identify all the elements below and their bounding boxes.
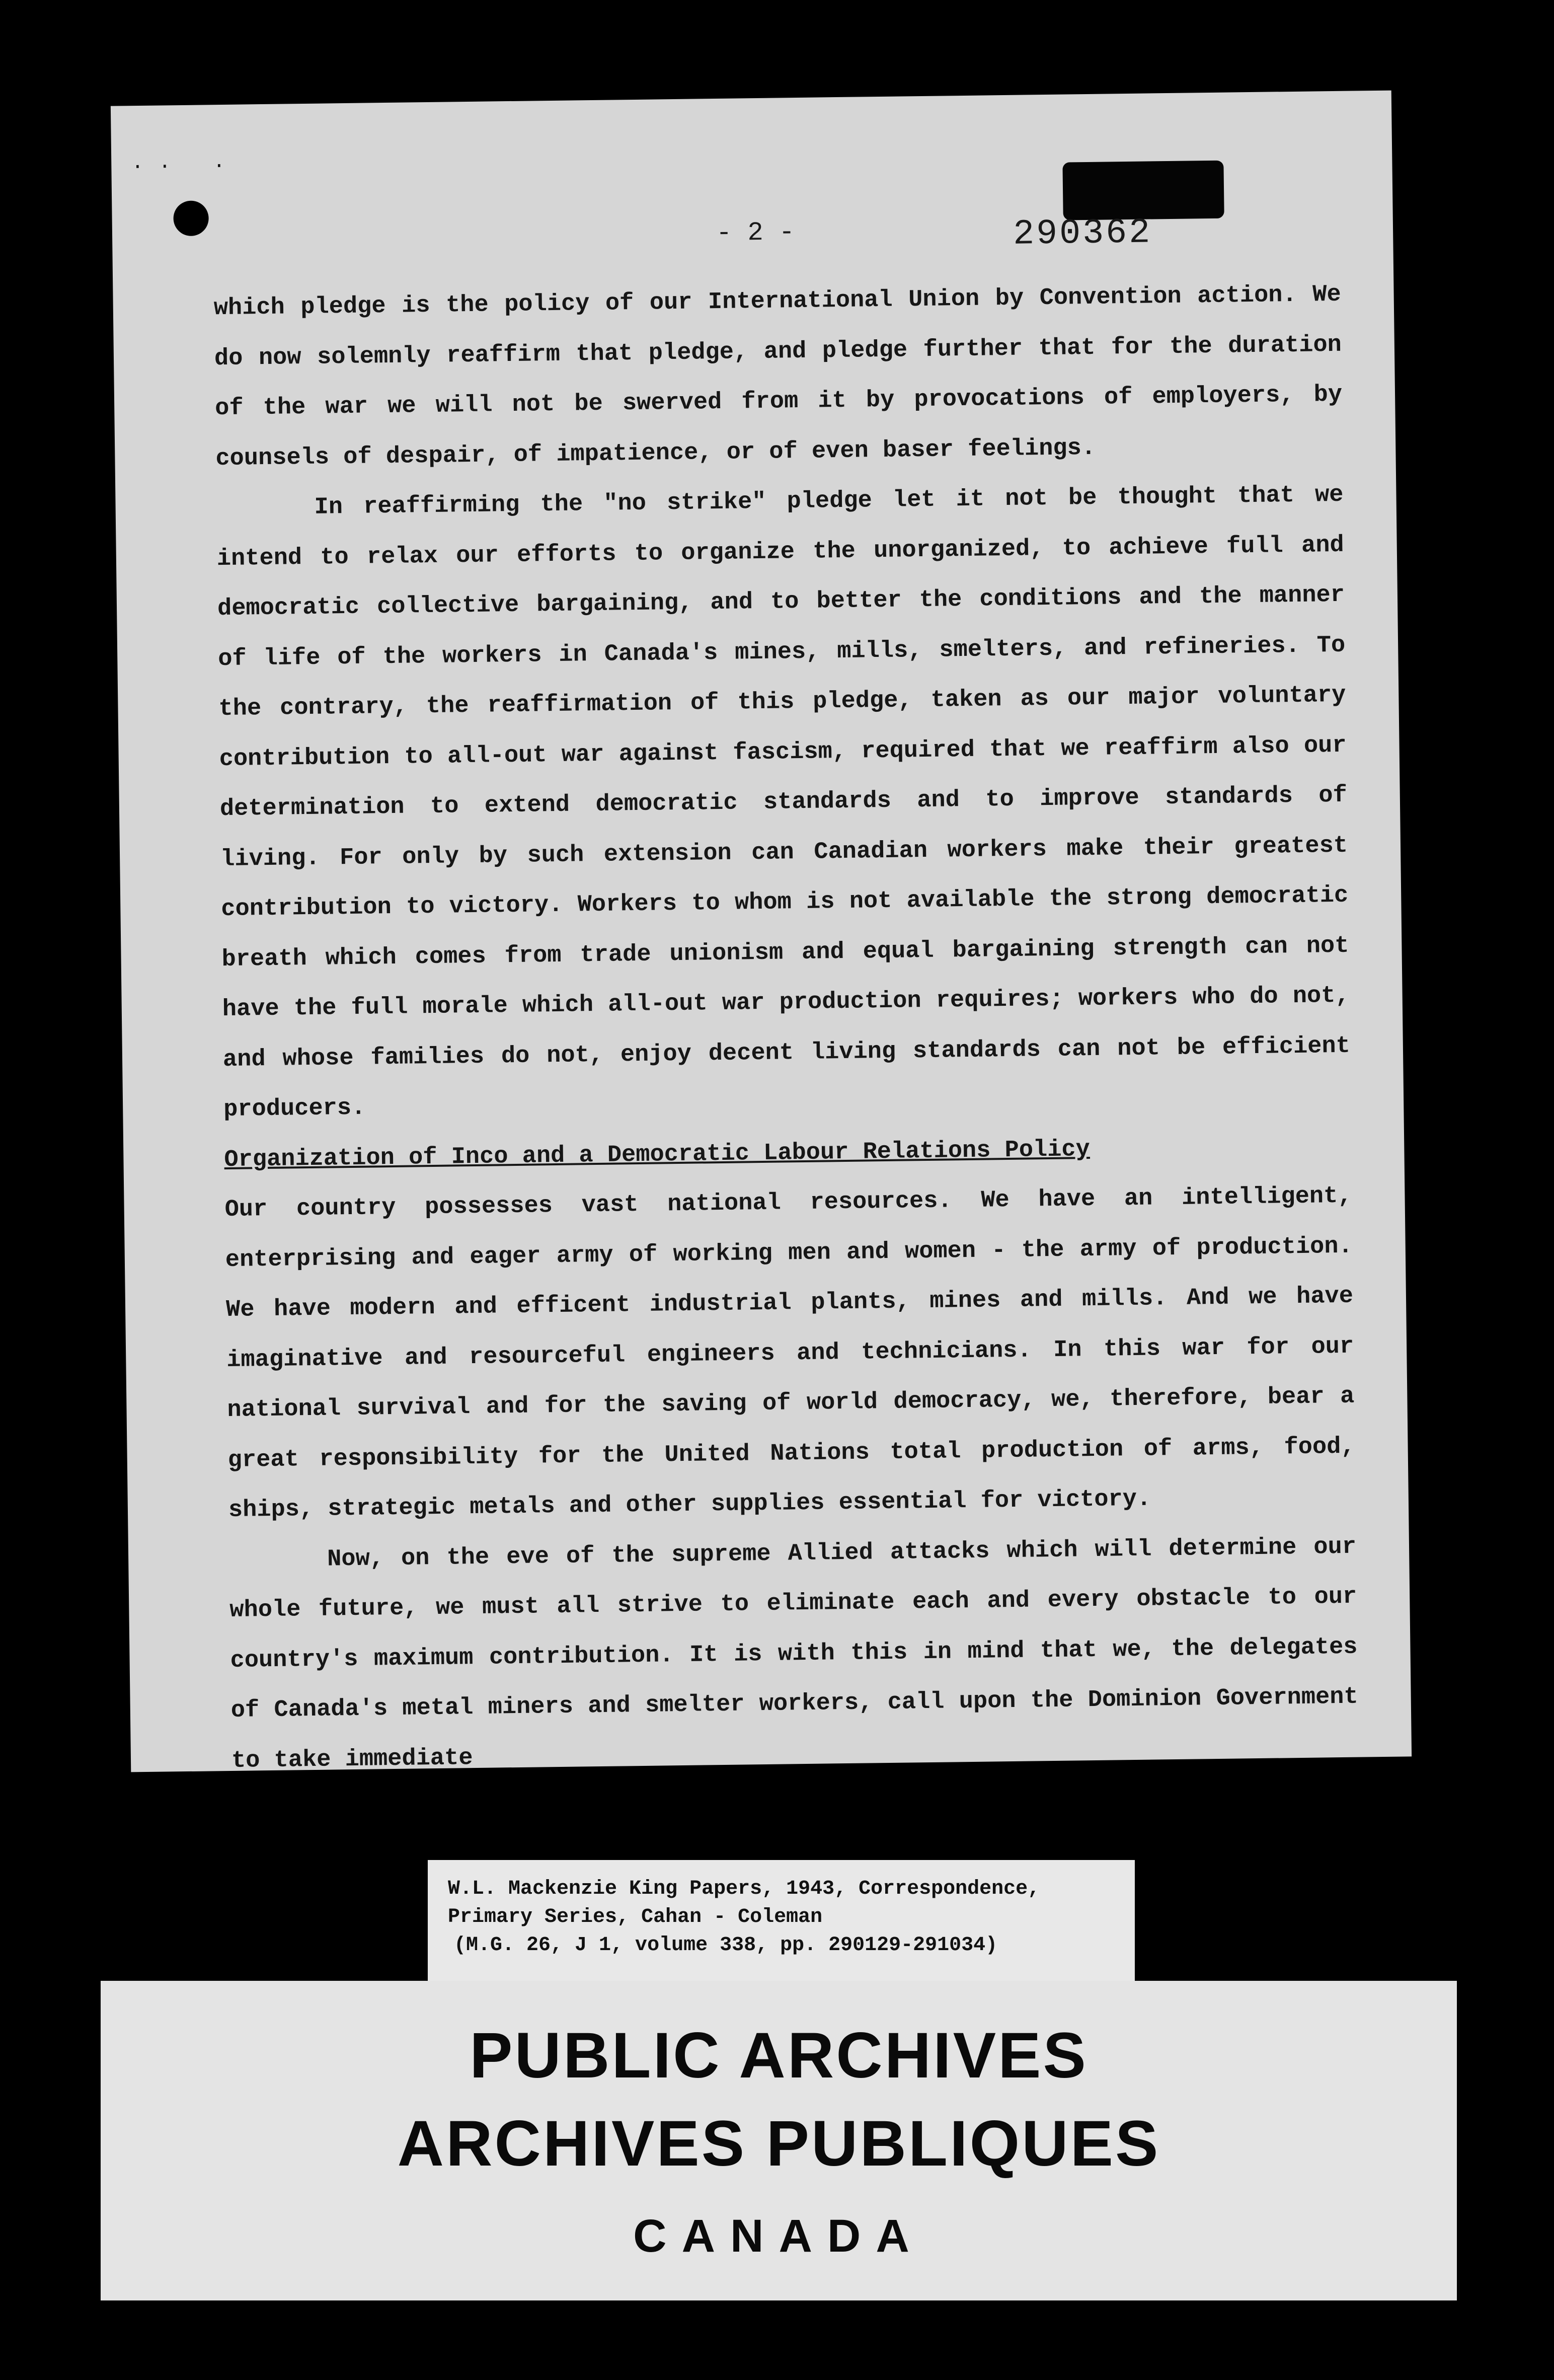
scan-specks: ·· · — [131, 155, 241, 179]
page-number: - 2 - — [716, 217, 795, 248]
paragraph-allied-attacks: Now, on the eve of the supreme Allied attacks which will determine our whole future, we must all strive to eliminate each and every obstacle to our country's maximum contribution. It is with this in mind that we, the delegates of Canada's metal miners and smelter workers, call upon the Dominion Government to take immediate — [229, 1533, 1358, 1774]
archive-banner — [101, 1981, 1457, 2300]
paragraph-resources: Our country possesses vast national resources. We have an intelligent, enterprising and eager army of working men and women - the army of production. We have modern and efficent industrial plants, mines and mills. And we have imaginative and resourceful engineers and technicians. In this war for our national survival and for the saving of world democracy, we, therefore, bear a great responsibility for the United Nations total production of arms, food, ships, strategic metals and other supplies essential for victory. — [224, 1182, 1355, 1524]
banner-canada: CANADA — [633, 2210, 924, 2262]
reference-line-1: W.L. Mackenzie King Papers, 1943, Correspondence, — [448, 1878, 1040, 1900]
redaction-block — [1062, 161, 1224, 220]
document-body — [213, 270, 1359, 1786]
reference-label — [428, 1860, 1135, 1983]
section-heading: Organization of Inco and a Democratic Labour Relations Policy — [224, 1136, 1091, 1173]
reference-line-2: Primary Series, Cahan - Coleman — [448, 1906, 823, 1928]
document-number: 290362 — [1013, 213, 1152, 255]
reference-line-3: (M.G. 26, J 1, volume 338, pp. 290129-291034) — [454, 1934, 998, 1957]
paragraph-continuation: which pledge is the policy of our International Union by Convention action. We do now solemnly reaffirm that pledge, and pledge further that for the duration of the war we will not be swerved from it by provocations of employers, by counsels of despair, of impatience, or of even baser feelings. — [213, 281, 1343, 472]
document-page — [111, 91, 1412, 1772]
paragraph-no-strike: In reaffirming the "no strike" pledge let it not be thought that we intend to relax our efforts to organize the unorganized, to achieve full and democratic collective bargaining, and to better the conditions and the manner of life of the workers in Canada's mines, mills, smelters, and refineries. To the contrary, the reaffirmation of this pledge, taken as our major voluntary contribution to all-out war against fascism, required that we reaffirm also our determination to extend democratic standards and to improve standards of living. For only by such extension can Canadian workers make their greatest contribution to victory. Workers to whom is not available the strong democratic breath which comes from trade unionism and equal bargaining strength can not have the full morale which all-out war production requires; workers who do not, and whose families do not, enjoy decent living standards can not be efficient producers. — [216, 481, 1351, 1124]
banner-archives-publiques: ARCHIVES PUBLIQUES — [397, 2108, 1160, 2180]
punch-hole — [173, 200, 209, 236]
banner-public-archives: PUBLIC ARCHIVES — [470, 2020, 1088, 2092]
